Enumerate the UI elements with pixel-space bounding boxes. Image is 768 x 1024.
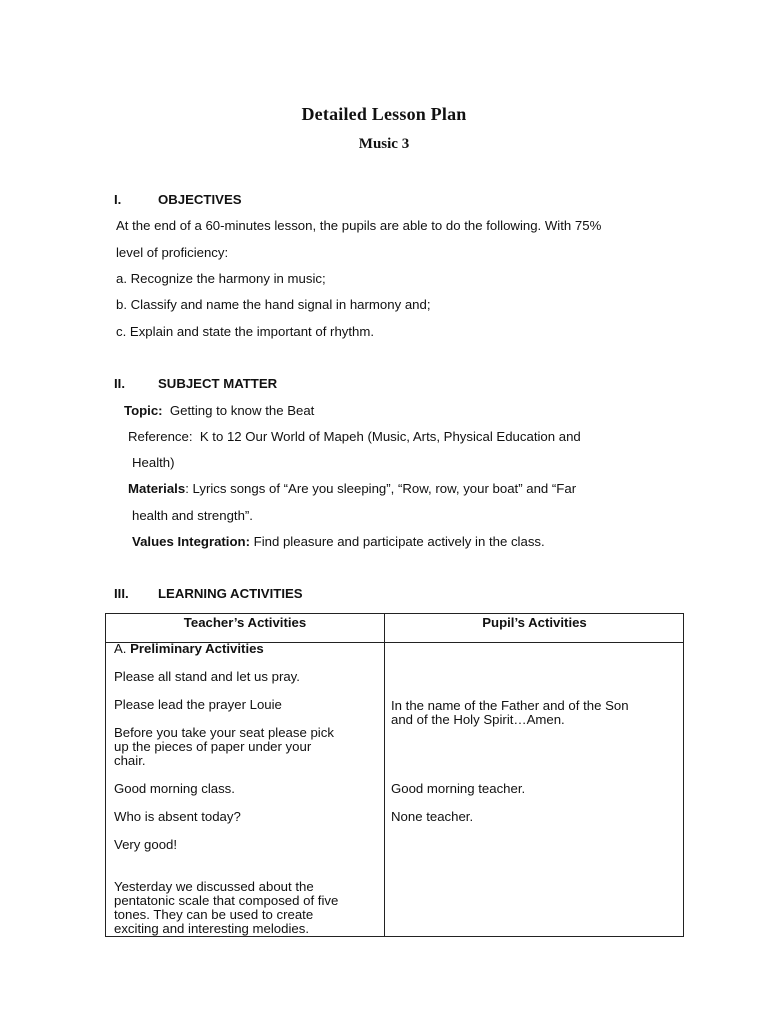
teacher-activity: Very good! bbox=[114, 837, 178, 852]
column-header-teacher: Teacher’s Activities bbox=[183, 615, 307, 630]
objectives-intro-line-2: level of proficiency: bbox=[116, 245, 229, 260]
preliminary-heading bbox=[114, 642, 379, 656]
document-subtitle: Music 3 bbox=[358, 136, 410, 152]
objective-item: a. Recognize the harmony in music; bbox=[116, 271, 326, 286]
reference-label: Reference: bbox=[128, 429, 193, 444]
document-title: Detailed Lesson Plan bbox=[301, 104, 467, 124]
objectives-intro-line-1: At the end of a 60-minutes lesson, the pupils are able to do the following. With 75% bbox=[116, 218, 602, 233]
reference-value: K to 12 Our World of Mapeh (Music, Arts, Physical Education and bbox=[199, 429, 581, 444]
topic-label: Topic: bbox=[124, 403, 163, 418]
values-value: Find pleasure and participate actively in the class. bbox=[253, 534, 545, 549]
column-divider bbox=[384, 614, 385, 936]
column-header-pupil: Pupil’s Activities bbox=[482, 615, 587, 630]
objective-item: b. Classify and name the hand signal in harmony and; bbox=[116, 297, 431, 312]
topic-value: Getting to know the Beat bbox=[169, 403, 315, 418]
section-number-subject-matter: II. bbox=[114, 376, 125, 391]
section-number-objectives: I. bbox=[114, 192, 122, 207]
values-line bbox=[132, 534, 545, 550]
materials-label: Materials bbox=[128, 481, 186, 496]
teacher-activity: Good morning class. bbox=[114, 781, 235, 796]
preliminary-label: Preliminary Activities bbox=[130, 641, 264, 656]
teacher-activity: Please lead the prayer Louie bbox=[114, 697, 282, 712]
teacher-activity: Yesterday we discussed about the pentatonic scale that composed of five tones. They can be used to create exciting and interesting melodies. bbox=[114, 879, 339, 936]
teacher-activity: Please all stand and let us pray. bbox=[114, 669, 300, 684]
pupil-activity: Good morning teacher. bbox=[391, 781, 526, 796]
teacher-activity: Before you take your seat please pick up the pieces of paper under your chair. bbox=[114, 725, 334, 768]
pupil-activity: In the name of the Father and of the Son and of the Holy Spirit…Amen. bbox=[391, 698, 629, 727]
section-title-learning-activities: LEARNING ACTIVITIES bbox=[158, 586, 303, 601]
pupil-activity: None teacher. bbox=[391, 809, 474, 824]
activities-table bbox=[105, 613, 684, 937]
topic-line bbox=[124, 403, 314, 419]
materials-value: : Lyrics songs of “Are you sleeping”, “Row, row, your boat” and “Far bbox=[185, 481, 577, 496]
materials-value-continued: health and strength”. bbox=[132, 508, 253, 523]
values-label: Values Integration: bbox=[132, 534, 250, 549]
materials-line bbox=[128, 481, 576, 497]
reference-value-continued: Health) bbox=[132, 455, 175, 470]
objective-item: c. Explain and state the important of rhythm. bbox=[116, 324, 375, 339]
teacher-activity: Who is absent today? bbox=[114, 809, 241, 824]
section-title-subject-matter: SUBJECT MATTER bbox=[158, 376, 278, 391]
preliminary-prefix: A. bbox=[114, 641, 131, 656]
reference-line bbox=[128, 429, 581, 445]
section-title-objectives: OBJECTIVES bbox=[158, 192, 242, 207]
section-number-learning-activities: III. bbox=[114, 586, 129, 601]
